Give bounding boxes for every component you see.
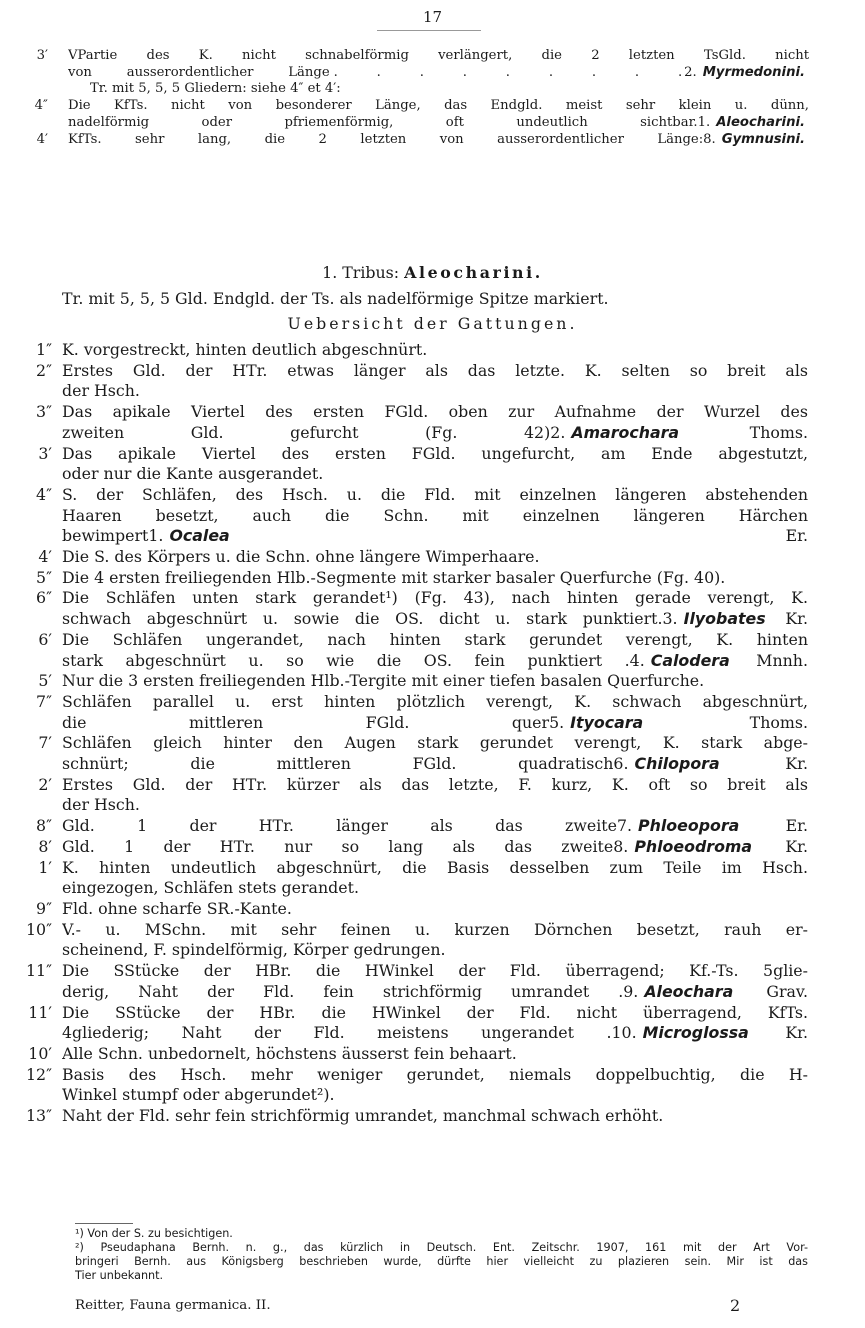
taxon-name: Chilopora [634, 754, 720, 774]
couplet-number: 7″ [36, 691, 52, 711]
taxon-name: Gymnusini. [721, 131, 805, 147]
footnote-line: Tier unbekannt. [75, 1269, 164, 1282]
taxon-name: Myrmedonini. [702, 64, 805, 80]
entry-line: Erstes Gld. der HTr. etwas länger als das letzte. K. selten so breit als [62, 360, 808, 380]
key-entry [0, 816, 865, 837]
key-entry [0, 733, 865, 774]
entry-line: Erstes Gld. der HTr. kürzer als das letzte, F. kurz, K. oft so breit als [62, 774, 808, 794]
overview-heading: Uebersicht der Gattungen. [287, 314, 578, 333]
taxon-name: Ityocara [570, 712, 644, 732]
couplet-number: 1′ [38, 857, 52, 877]
taxon-name: Phloeodroma [634, 836, 753, 856]
key-entry [0, 485, 865, 547]
footnote-rule [75, 1223, 133, 1224]
couplet-number: 11″ [25, 961, 52, 981]
source-line: Reitter, Fauna germanica. II. [75, 1298, 271, 1313]
taxon-author: Thoms. [683, 422, 808, 442]
key-entry [0, 858, 865, 899]
entry-line: Die Schläfen unten stark gerandet¹) (Fg. 43), nach hinten gerade verengt, K. [62, 588, 808, 608]
couplet-number: 6″ [36, 588, 52, 608]
couplet-number: 8″ [36, 816, 52, 836]
entry-line-with-taxon: derig, Naht der Fld. fein strichförmig umrandet .9. Aleochara Grav. [62, 981, 808, 1001]
couplet-number: 4′ [38, 547, 52, 567]
taxon-name: Phloeopora [638, 816, 740, 836]
couplet-number: 8′ [38, 836, 52, 856]
key-entry [0, 1003, 865, 1044]
key-entry [0, 132, 865, 149]
entry-line: Die 4 ersten freiliegenden Hlb.-Segmente mit starker basaler Querfurche (Fg. 40). [62, 567, 726, 587]
entry-line: Die KfTs. nicht von besonderer Länge, das Endgld. meist sehr klein u. dünn, [68, 98, 809, 114]
key-entry [0, 81, 865, 98]
taxon-author: Kr. [769, 609, 808, 629]
couplet-number: 6′ [38, 629, 52, 649]
key-entry [0, 98, 865, 131]
entry-line-with-taxon: KfTs. sehr lang, die 2 letzten von ausserordentlicher Länge:8. Gymnusini. [68, 131, 805, 147]
key-entry [0, 1044, 865, 1065]
taxon-name: Ilyobates [683, 609, 766, 629]
footnote-line: bringeri Bernh. aus Königsberg beschrieben wurde, dürfte hier vielleicht zu plazieren sein. Mir ist das [75, 1255, 808, 1268]
key-entry [0, 1106, 865, 1127]
key-entry [0, 588, 865, 629]
entry-line: Die SStücke der HBr. die HWinkel der Fld. nicht überragend, KfTs. [62, 1002, 808, 1022]
footnote-1: ¹) Von der S. zu besichtigen. [75, 1227, 233, 1240]
taxon-name: Aleocharini. [716, 114, 805, 130]
taxon-number: 1. [697, 114, 711, 130]
taxon-number: 3. [662, 609, 678, 629]
entry-line: der Hsch. [62, 381, 140, 401]
key-entry [0, 568, 865, 589]
genus-key [0, 340, 865, 1127]
taxon-number: 7. [616, 816, 633, 836]
key-entry [0, 961, 865, 1002]
couplet-number: 10″ [25, 919, 52, 939]
couplet-number: 12″ [25, 1064, 52, 1084]
entry-line: Die S. des Körpers u. die Schn. ohne längere Wimperhaare. [62, 547, 540, 567]
entry-line-with-taxon: 4gliederig; Naht der Fld. meistens ungerandet .10. Microglossa Kr. [62, 1023, 808, 1043]
entry-line-with-taxon: zweiten Gld. gefurcht (Fg. 42)2. Amarochara Thoms. [62, 422, 808, 442]
couplet-number: 3″ [36, 402, 52, 422]
couplet-number: 5″ [36, 567, 52, 587]
key-entry [0, 671, 865, 692]
entry-line: Schläfen gleich hinter den Augen stark gerundet verengt, K. stark abge- [62, 733, 808, 753]
entry-line: Fld. ohne scharfe SR.-Kante. [62, 898, 292, 918]
taxon-author: Er. [743, 816, 808, 836]
entry-line: Die SStücke der HBr. die HWinkel der Fld. überragend; Kf.-Ts. 5glie- [62, 961, 808, 981]
entry-line: Das apikale Viertel des ersten FGld. ungefurcht, am Ende abgestutzt, [62, 443, 808, 463]
taxon-author: Er. [233, 526, 808, 546]
taxon-author: Mnnh. [733, 650, 808, 670]
entry-line: Tr. mit 5, 5, 5 Gliedern: siehe 4″ et 4′: [90, 81, 341, 97]
taxon-number: 9. [623, 981, 639, 1001]
couplet-number: 11′ [28, 1002, 52, 1022]
couplet-number: 7′ [38, 733, 52, 753]
entry-line: eingezogen, Schläfen stets gerandet. [62, 878, 359, 898]
header-rule [377, 30, 481, 31]
entry-line-with-taxon: stark abgeschnürt u. so wie die OS. fein punktiert .4. Calodera Mnnh. [62, 650, 808, 670]
taxon-name: Calodera [650, 650, 730, 670]
tarsal-note: Tr. mit 5, 5, 5 Gld. Endgld. der Ts. als nadelförmige Spitze markiert. [62, 289, 609, 308]
key-entry [0, 837, 865, 858]
entry-line: K. vorgestreckt, hinten deutlich abgeschnürt. [62, 340, 428, 359]
taxon-author: Kr. [756, 836, 808, 856]
taxon-name: Aleochara [644, 981, 734, 1001]
couplet-number: 1″ [36, 340, 52, 359]
couplet-number: 10′ [28, 1043, 52, 1063]
couplet-number: 4′ [36, 131, 48, 147]
footnote-line: ²) Pseudaphana Bernh. n. g., das kürzlich in Deutsch. Ent. Zeitschr. 1907, 161 mit der Art Vor- [75, 1241, 808, 1254]
couplet-number: 2″ [36, 360, 52, 380]
taxon-number: 8. [613, 836, 629, 856]
entry-line-with-taxon: die mittleren FGld. quer5. Ityocara Thoms. [62, 712, 808, 732]
couplet-number: 2′ [38, 774, 52, 794]
key-entry [0, 48, 865, 81]
footnote-2 [75, 1241, 808, 1283]
entry-line: V.- u. MSchn. mit sehr feinen u. kurzen Dörnchen besetzt, rauh er- [62, 919, 808, 939]
tribus-heading: 1. Tribus: Aleocharini. [322, 263, 543, 282]
couplet-number: 4″ [34, 98, 48, 114]
key-entry [0, 775, 865, 816]
key-entry [0, 1065, 865, 1106]
taxon-name: Microglossa [642, 1023, 749, 1043]
key-entry [0, 920, 865, 961]
couplet-number: 13″ [25, 1106, 52, 1126]
taxon-name: Ocalea [169, 526, 230, 546]
key-entry [0, 340, 865, 361]
entry-line: der Hsch. [62, 795, 140, 815]
taxon-number: 2. [550, 422, 566, 442]
key-entry [0, 444, 865, 485]
entry-line: Winkel stumpf oder abgerundet²). [62, 1085, 335, 1105]
taxon-author: Kr. [752, 1023, 808, 1043]
taxon-author: Kr. [723, 754, 808, 774]
entry-line: Basis des Hsch. mehr weniger gerundet, niemals doppelbuchtig, die H- [62, 1064, 808, 1084]
couplet-number: 5′ [38, 671, 52, 691]
entry-line: Die Schläfen ungerandet, nach hinten stark gerundet verengt, K. hinten [62, 629, 808, 649]
couplet-number: 3′ [38, 443, 52, 463]
entry-line-with-taxon: schnürt; die mittleren FGld. quadratisch6. Chilopora Kr. [62, 754, 808, 774]
couplet-number: 3′ [36, 48, 48, 63]
key-entry [0, 692, 865, 733]
couplet-number: 9″ [36, 898, 52, 918]
key-entry [0, 547, 865, 568]
taxon-number: 5. [549, 712, 565, 732]
entry-line: S. der Schläfen, des Hsch. u. die Fld. mit einzelnen längeren abstehenden [62, 484, 808, 504]
taxon-author: Thoms. [647, 712, 808, 732]
key-entry [0, 361, 865, 402]
page-number: 17 [422, 8, 443, 26]
key-entry [0, 630, 865, 671]
taxon-number: 10. [611, 1023, 637, 1043]
entry-line: Schläfen parallel u. erst hinten plötzlich verengt, K. schwach abgeschnürt, [62, 691, 808, 711]
entry-line-with-taxon: von ausserordentlicher Länge . . . . . . . . .2. Myrmedonini. [68, 64, 805, 80]
entry-line-with-taxon: bewimpert1. Ocalea Er. [62, 526, 808, 546]
entry-line-with-taxon: nadelförmig oder pfriemenförmig, oft undeutlich sichtbar.1. Aleocharini. [68, 114, 805, 130]
taxon-number: 6. [613, 754, 629, 774]
tribe-key [0, 48, 865, 148]
entry-line: oder nur die Kante ausgerandet. [62, 464, 324, 484]
taxon-number: 2. [684, 64, 697, 80]
entry-line: Naht der Fld. sehr fein strichförmig umrandet, manchmal schwach erhöht. [62, 1106, 664, 1126]
entry-line: scheinend, F. spindelförmig, Körper gedrungen. [62, 940, 446, 960]
entry-line-with-taxon: schwach abgeschnürt u. sowie die OS. dicht u. stark punktiert.3. Ilyobates Kr. [62, 609, 808, 629]
entry-line: Haaren besetzt, auch die Schn. mit einzelnen längeren Härchen [62, 505, 808, 525]
entry-line-with-taxon: Gld. 1 der HTr. nur so lang als das zweite8. Phloeodroma Kr. [62, 836, 808, 856]
couplet-number: 4″ [36, 484, 52, 504]
taxon-author: Grav. [737, 981, 808, 1001]
entry-line: K. hinten undeutlich abgeschnürt, die Basis desselben zum Teile im Hsch. [62, 857, 808, 877]
entry-line: Alle Schn. unbedornelt, höchstens äusserst fein behaart. [62, 1043, 517, 1063]
taxon-number: 4. [629, 650, 645, 670]
entry-line: Nur die 3 ersten freiliegenden Hlb.-Tergite mit einer tiefen basalen Querfurche. [62, 671, 705, 691]
entry-line-with-taxon: Gld. 1 der HTr. länger als das zweite7. Phloeopora Er. [62, 816, 808, 836]
key-entry [0, 899, 865, 920]
key-entry [0, 402, 865, 443]
taxon-name: Amarochara [571, 422, 680, 442]
entry-line: Das apikale Viertel des ersten FGld. oben zur Aufnahme der Wurzel des [62, 402, 808, 422]
leader-dots: . . . . . . . . . [333, 64, 685, 80]
printer-signature: 2 [730, 1296, 741, 1315]
taxon-number: 8. [703, 131, 716, 147]
entry-line: VPartie des K. nicht schnabelförmig verlängert, die 2 letzten TsGld. nicht [68, 48, 809, 63]
taxon-number: 1. [148, 526, 164, 546]
